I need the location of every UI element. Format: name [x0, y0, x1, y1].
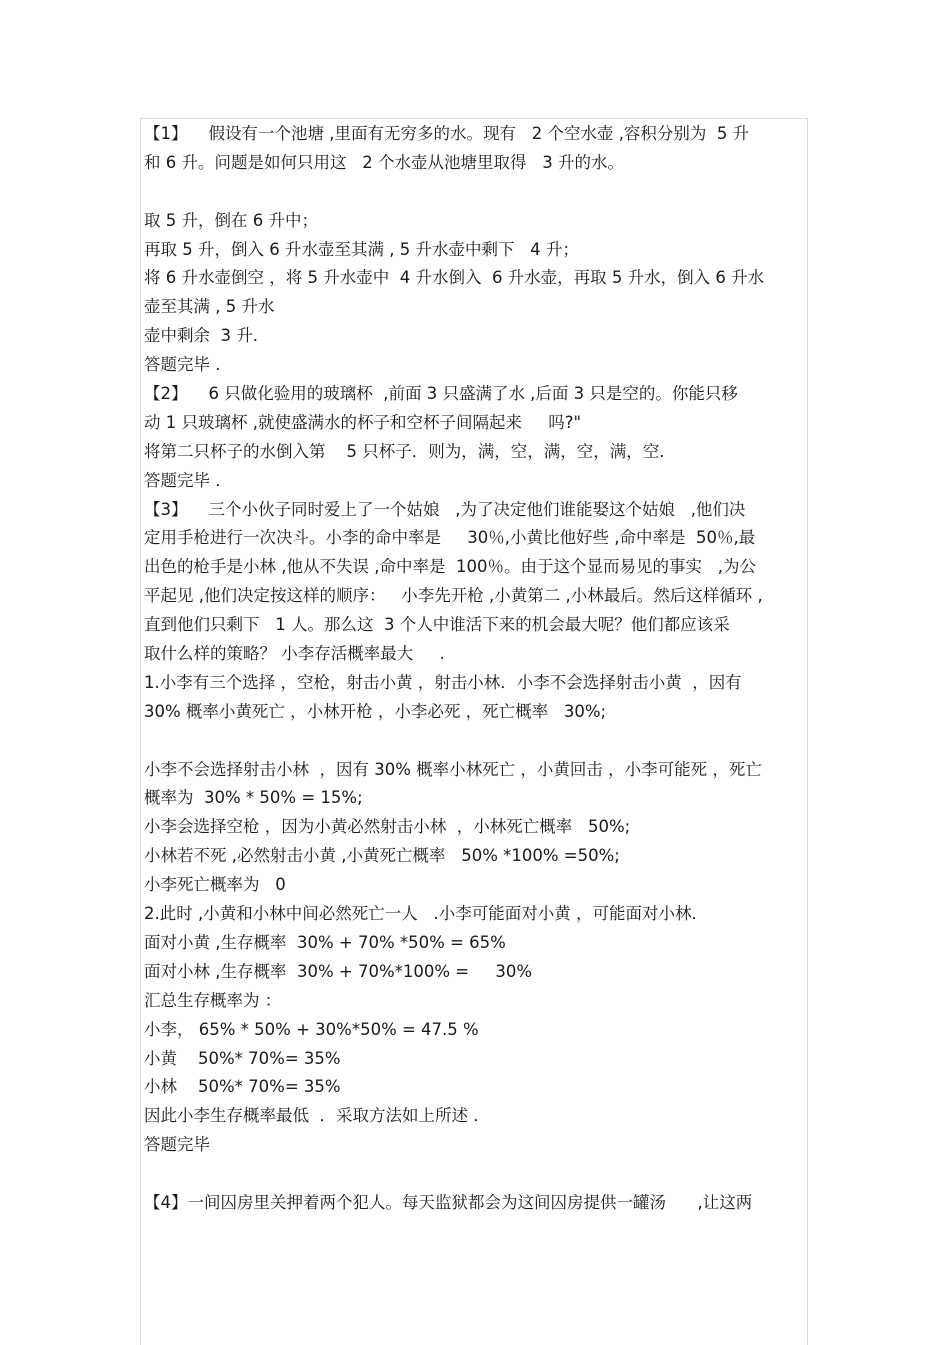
text-line: 小黄 50%* 70%= 35% — [144, 1048, 341, 1068]
blank-line — [144, 727, 809, 756]
text-line: 答题完毕 . — [144, 470, 221, 490]
text-line: 和 6 升。问题是如何只用这 2 个水壶从池塘里取得 3 升的水。 — [144, 152, 624, 172]
text-line: 面对小林 ,生存概率 30% + 70%*100% = 30% — [144, 961, 533, 981]
text-line: 平起见 ,他们决定按这样的顺序： 小李先开枪 ,小黄第二 ,小林最后。然后这样循环 , — [144, 586, 763, 606]
text-line: 30% 概率小黄死亡 ，小林开枪 ，小李必死 ，死亡概率 30%; — [144, 701, 607, 721]
text-line: 【1】 假设有一个池塘 ,里面有无穷多的水。现有 2 个空水壶 ,容积分别为 5 升 — [144, 124, 750, 143]
text-line: 动 1 只玻璃杯 ,就使盛满水的杯子和空杯子间隔起来 吗?" — [144, 412, 582, 432]
text-line: 【4】一间囚房里关押着两个犯人。每天监狱都会为这间囚房提供一罐汤 ,让这两 — [144, 1192, 753, 1212]
text-line: 概率为 30% * 50% = 15%; — [144, 788, 363, 808]
text-line: 取什么样的策略？ 小李存活概率最大 . — [144, 644, 445, 664]
text-line: 小林 50%* 70%= 35% — [144, 1077, 341, 1097]
blank-line — [144, 178, 809, 207]
text-line: 出色的枪手是小林 ,他从不失误 ,命中率是 100％。由于这个显而易见的事实 ,为公 — [144, 557, 756, 577]
text-line: 将 6 升水壶倒空 ，将 5 升水壶中 4 升水倒入 6 升水壶，再取 5 升水，倒入 6 升水 — [144, 268, 765, 288]
text-line: 小林若不死 ,必然射击小黄 ,小黄死亡概率 50% *100% =50%; — [144, 846, 620, 866]
text-line: 定用手枪进行一次决斗。小李的命中率是 30％,小黄比他好些 ,命中率是 50％,最 — [144, 528, 756, 548]
text-line: 汇总生存概率为 ： — [144, 990, 282, 1010]
text-line: 小李会选择空枪 ，因为小黄必然射击小林 ，小林死亡概率 50%; — [144, 817, 631, 837]
text-line: 因此小李生存概率最低 ．采取方法如上所述 ． — [144, 1106, 490, 1126]
document-body — [144, 120, 809, 1218]
text-line: 直到他们只剩下 1 人。那么这 3 个人中谁活下来的机会最大呢？他们都应该采 — [144, 615, 730, 635]
text-line: 取 5 升，倒在 6 升中； — [144, 210, 318, 230]
text-line: 小李， 65% * 50% + 30%*50% = 47.5 % — [144, 1019, 479, 1039]
blank-line — [144, 1160, 809, 1189]
text-line: 壶至其满 , 5 升水 — [144, 297, 275, 317]
text-line: 再取 5 升，倒入 6 升水壶至其满 , 5 升水壶中剩下 4 升； — [144, 239, 579, 259]
text-line: 小李不会选择射击小林 ，因有 30% 概率小林死亡 ，小黄回击 ，小李可能死 ，死亡 — [144, 759, 762, 779]
text-line: 【3】 三个小伙子同时爱上了一个姑娘 ,为了决定他们谁能娶这个姑娘 ,他们决 — [144, 499, 746, 519]
text-line: 1.小李有三个选择 ，空枪，射击小黄 ，射击小林．小李不会选择射击小黄 ，因有 — [144, 672, 742, 692]
text-line: 壶中剩余 3 升. — [144, 326, 258, 346]
text-line: 答题完毕 . — [144, 355, 221, 375]
text-line: 2.此时 ,小黄和小林中间必然死亡一人 .小李可能面对小黄 ，可能面对小林． — [144, 904, 708, 924]
text-line: 面对小黄 ,生存概率 30% + 70% *50% = 65% — [144, 932, 506, 952]
text-line: 答题完毕 — [144, 1135, 210, 1155]
text-line: 将第二只杯子的水倒入第 5 只杯子．则为，满，空，满，空，满，空. — [144, 441, 665, 461]
text-line: 【2】 6 只做化验用的玻璃杯 ,前面 3 只盛满了水 ,后面 3 只是空的。你能只移 — [144, 384, 738, 404]
text-line: 小李死亡概率为 0 — [144, 875, 286, 895]
